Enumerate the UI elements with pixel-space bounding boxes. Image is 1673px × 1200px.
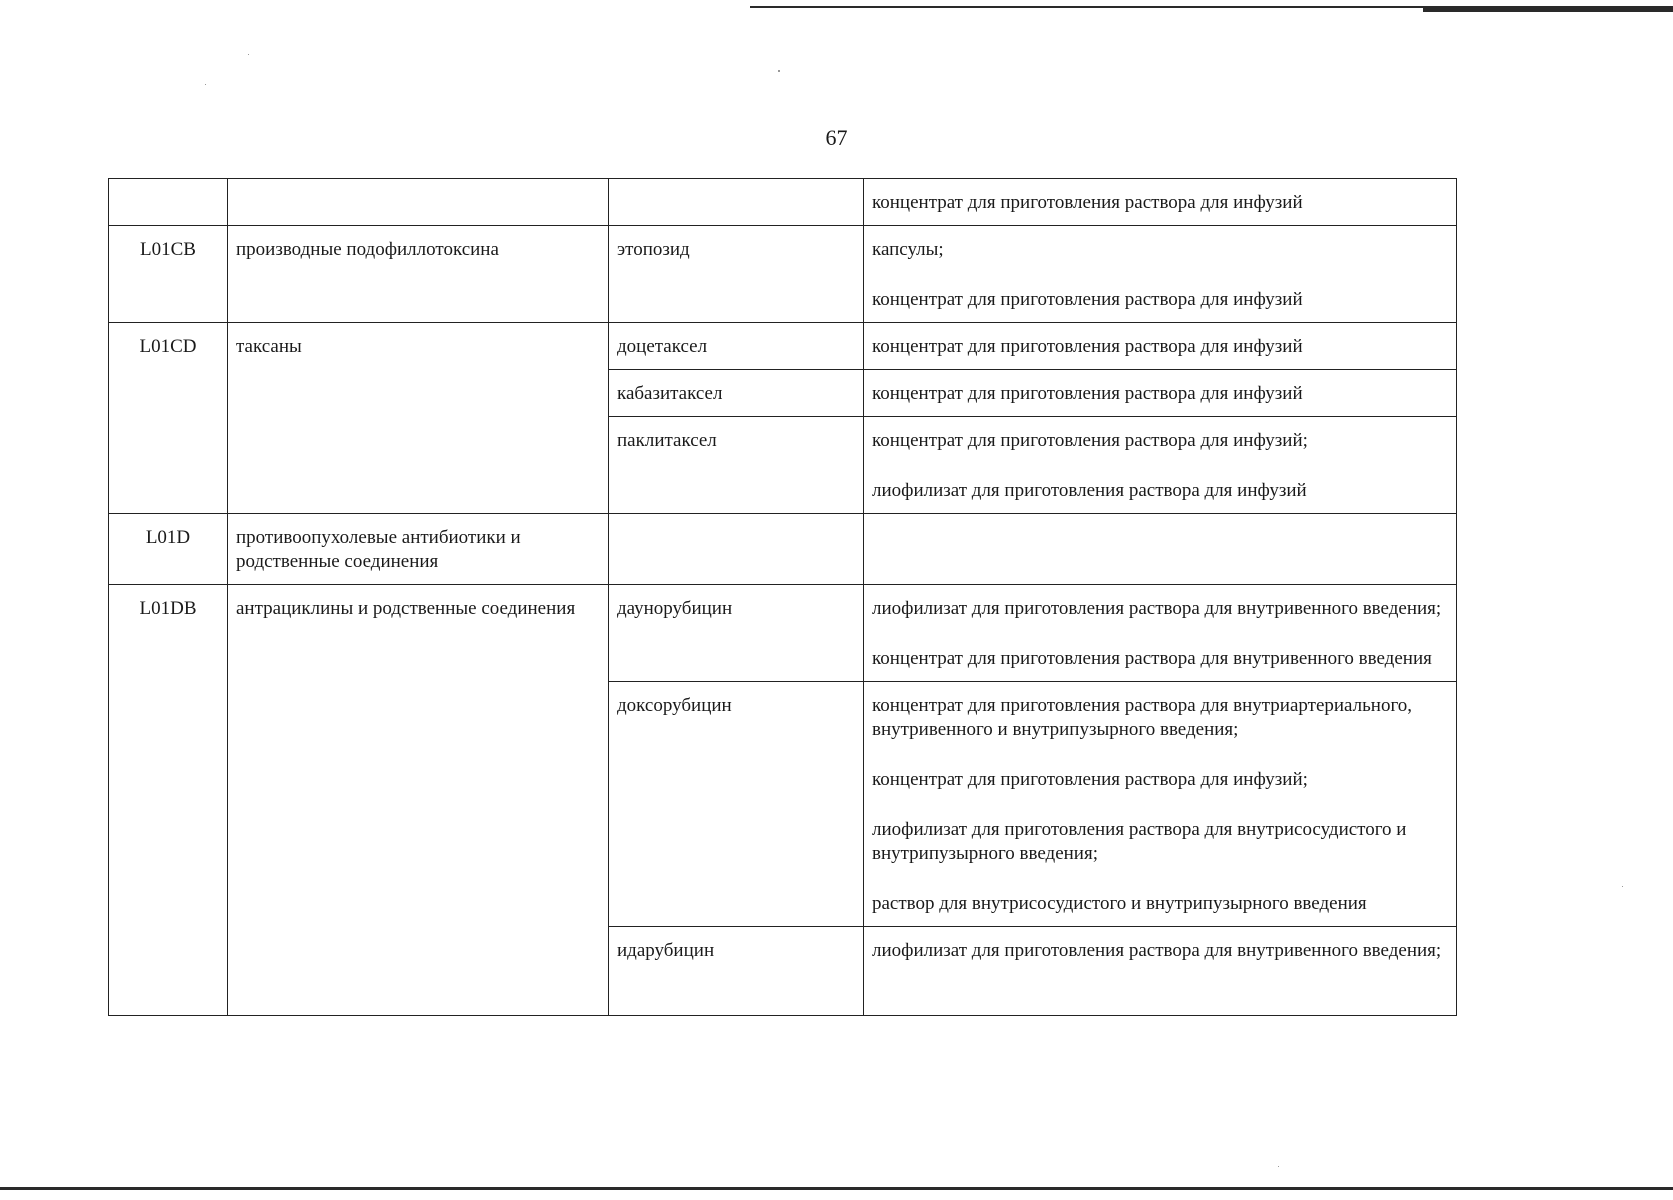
scan-edge-top — [750, 6, 1673, 8]
scan-edge-top-thick — [1423, 8, 1673, 12]
substance-name-cell: этопозид — [609, 226, 864, 323]
dosage-forms-cell — [864, 927, 1457, 1016]
scan-speck — [778, 70, 780, 72]
pharmacological-group-cell: противоопухолевые антибиотики и родственные соединения — [228, 514, 609, 585]
dosage-forms-cell — [864, 226, 1457, 323]
table-row — [109, 323, 1457, 370]
scan-speck — [1622, 886, 1623, 887]
substance-name-cell: идарубицин — [609, 927, 864, 1016]
scan-speck — [205, 84, 206, 85]
atc-code-cell: L01DB — [109, 585, 228, 1016]
dosage-forms-cell — [864, 514, 1457, 585]
substance-name-cell: доксорубицин — [609, 682, 864, 927]
dosage-form: концентрат для приготовления раствора для внутриартериального, внутривенного и внутрипузырного введения; — [872, 695, 1413, 740]
scan-edge-bottom — [0, 1187, 1673, 1190]
pharmacological-group-cell: антрациклины и родственные соединения — [228, 585, 609, 1016]
dosage-forms-cell — [864, 179, 1457, 226]
atc-code-cell — [109, 179, 228, 226]
dosage-form: концентрат для приготовления раствора для инфузий; — [872, 430, 1308, 451]
scan-speck — [248, 54, 249, 55]
dosage-form: лиофилизат для приготовления раствора для внутрисосудистого и внутрипузырного введения; — [872, 819, 1407, 864]
dosage-form: раствор для внутрисосудистого и внутрипузырного введения — [872, 893, 1367, 914]
dosage-form: лиофилизат для приготовления раствора для внутривенного введения; — [872, 598, 1442, 619]
drug-classification-table — [108, 178, 1457, 1016]
dosage-form: концентрат для приготовления раствора для инфузий — [872, 192, 1303, 213]
dosage-forms-cell — [864, 370, 1457, 417]
dosage-form: капсулы; — [872, 239, 944, 260]
atc-code-cell: L01CD — [109, 323, 228, 514]
dosage-form: лиофилизат для приготовления раствора для инфузий — [872, 480, 1307, 501]
substance-name-cell: кабазитаксел — [609, 370, 864, 417]
pharmacological-group-cell: производные подофиллотоксина — [228, 226, 609, 323]
dosage-form: концентрат для приготовления раствора для инфузий; — [872, 769, 1308, 790]
dosage-forms-cell — [864, 323, 1457, 370]
dosage-form: концентрат для приготовления раствора для инфузий — [872, 336, 1303, 357]
substance-name-cell: даунорубицин — [609, 585, 864, 682]
table-row — [109, 179, 1457, 226]
table-row — [109, 226, 1457, 323]
page-number: 67 — [825, 125, 848, 150]
dosage-form: концентрат для приготовления раствора для инфузий — [872, 289, 1303, 310]
substance-name-cell: доцетаксел — [609, 323, 864, 370]
dosage-form: концентрат для приготовления раствора для инфузий — [872, 383, 1303, 404]
dosage-forms-cell — [864, 682, 1457, 927]
dosage-forms-cell — [864, 417, 1457, 514]
atc-code-cell: L01D — [109, 514, 228, 585]
dosage-forms-cell — [864, 585, 1457, 682]
pharmacological-group-cell: таксаны — [228, 323, 609, 514]
substance-name-cell — [609, 179, 864, 226]
pharmacological-group-cell — [228, 179, 609, 226]
substance-name-cell: паклитаксел — [609, 417, 864, 514]
scan-speck — [1278, 1166, 1279, 1167]
dosage-form: концентрат для приготовления раствора для внутривенного введения — [872, 648, 1432, 669]
table-row — [109, 514, 1457, 585]
substance-name-cell — [609, 514, 864, 585]
dosage-form: лиофилизат для приготовления раствора для внутривенного введения; — [872, 940, 1442, 961]
atc-code-cell: L01CB — [109, 226, 228, 323]
table-row — [109, 585, 1457, 682]
